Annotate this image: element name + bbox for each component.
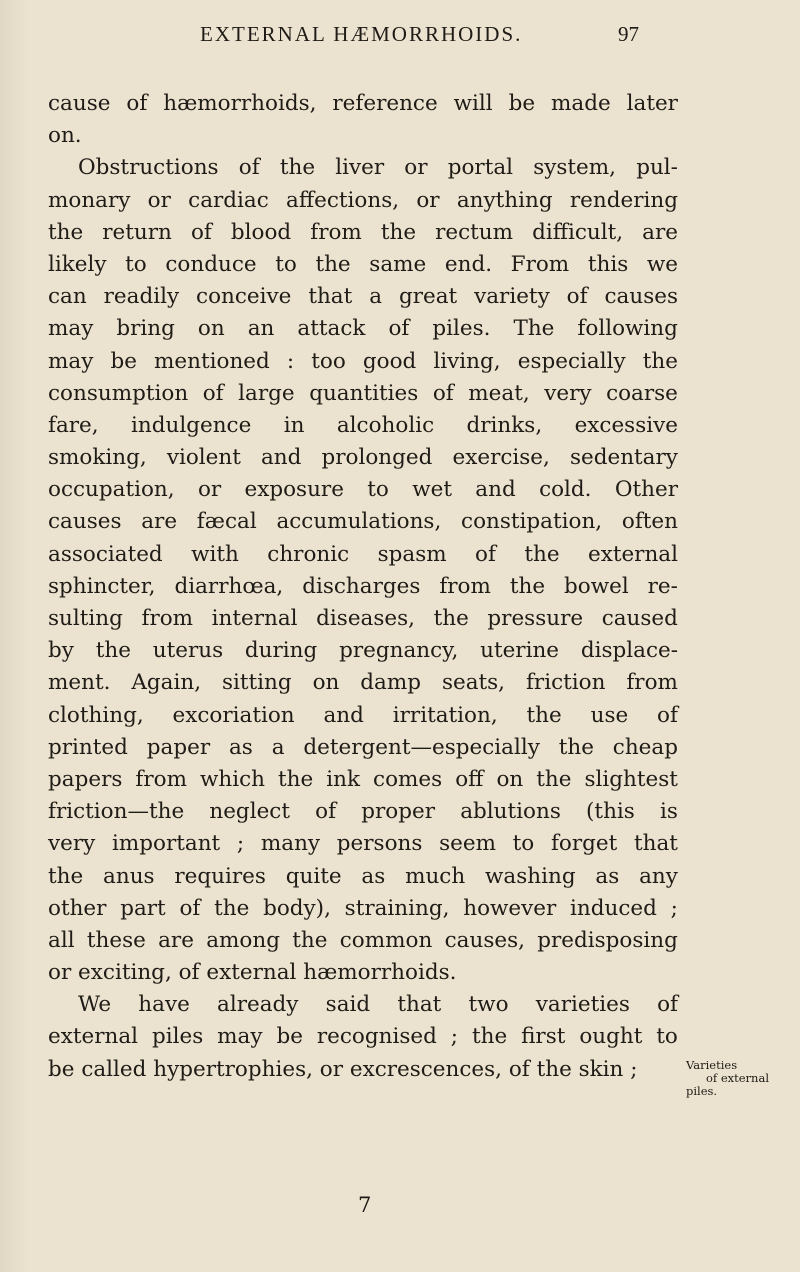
text-line: cause of hæmorrhoids, reference will be made later <box>48 91 678 116</box>
text-line: may be mentioned : too good living, especially the <box>48 348 678 374</box>
page-number: 97 <box>618 22 639 46</box>
text-line: papers from which the ink comes off on the slightest <box>48 766 678 792</box>
chapter-title: EXTERNAL HÆMORRHOIDS. <box>200 22 523 46</box>
text-line: external piles may be recognised ; the first ought to <box>48 1024 678 1050</box>
text-line: occupation, or exposure to wet and cold. Other <box>48 477 678 503</box>
text-line: very important ; many persons seem to forget that <box>48 831 678 857</box>
text-line: consumption of large quantities of meat, very coarse <box>48 380 678 406</box>
text-line: Obstructions of the liver or portal system, pul- <box>78 155 678 181</box>
margin-note-line: Varieties <box>686 1058 738 1072</box>
text-line: on. <box>48 123 82 149</box>
body-text <box>48 88 678 1086</box>
text-line: fare, indulgence in alcoholic drinks, excessive <box>48 412 678 438</box>
text-line: associated with chronic spasm of the external <box>48 541 678 567</box>
signature-mark: 7 <box>358 1193 372 1217</box>
text-line: We have already said that two varieties of <box>78 992 678 1018</box>
text-line: friction—the neglect of proper ablutions (this is <box>48 799 678 825</box>
text-line: monary or cardiac affections, or anything rendering <box>48 187 678 213</box>
text-line: causes are fæcal accumulations, constipation, often <box>48 509 678 535</box>
margin-note <box>686 1059 796 1098</box>
margin-note-line: piles. <box>686 1084 718 1098</box>
text-line: be called hypertrophies, or excrescences, of the skin ; <box>48 1056 638 1082</box>
text-line: sphincter, diarrhœa, discharges from the bowel re- <box>48 573 678 599</box>
text-line: all these are among the common causes, predisposing <box>48 927 678 953</box>
margin-note-line: of external <box>706 1071 769 1085</box>
text-line: ment. Again, sitting on damp seats, friction from <box>48 670 678 696</box>
text-line: the return of blood from the rectum difficult, are <box>48 219 678 245</box>
text-line: can readily conceive that a great variety of causes <box>48 284 678 310</box>
text-line: printed paper as a detergent—especially the cheap <box>48 734 678 760</box>
text-line: by the uterus during pregnancy, uterine displace- <box>48 638 678 664</box>
text-line: or exciting, of external hæmorrhoids. <box>48 960 457 986</box>
text-line: smoking, violent and prolonged exercise, sedentary <box>48 445 678 471</box>
text-line: other part of the body), straining, however induced ; <box>48 895 678 921</box>
text-line: likely to conduce to the same end. From this we <box>48 251 678 277</box>
text-line: clothing, excoriation and irritation, the use of <box>48 702 678 728</box>
text-line: may bring on an attack of piles. The following <box>48 316 678 342</box>
text-line: sulting from internal diseases, the pressure caused <box>48 606 678 631</box>
text-line: the anus requires quite as much washing as any <box>48 863 678 889</box>
